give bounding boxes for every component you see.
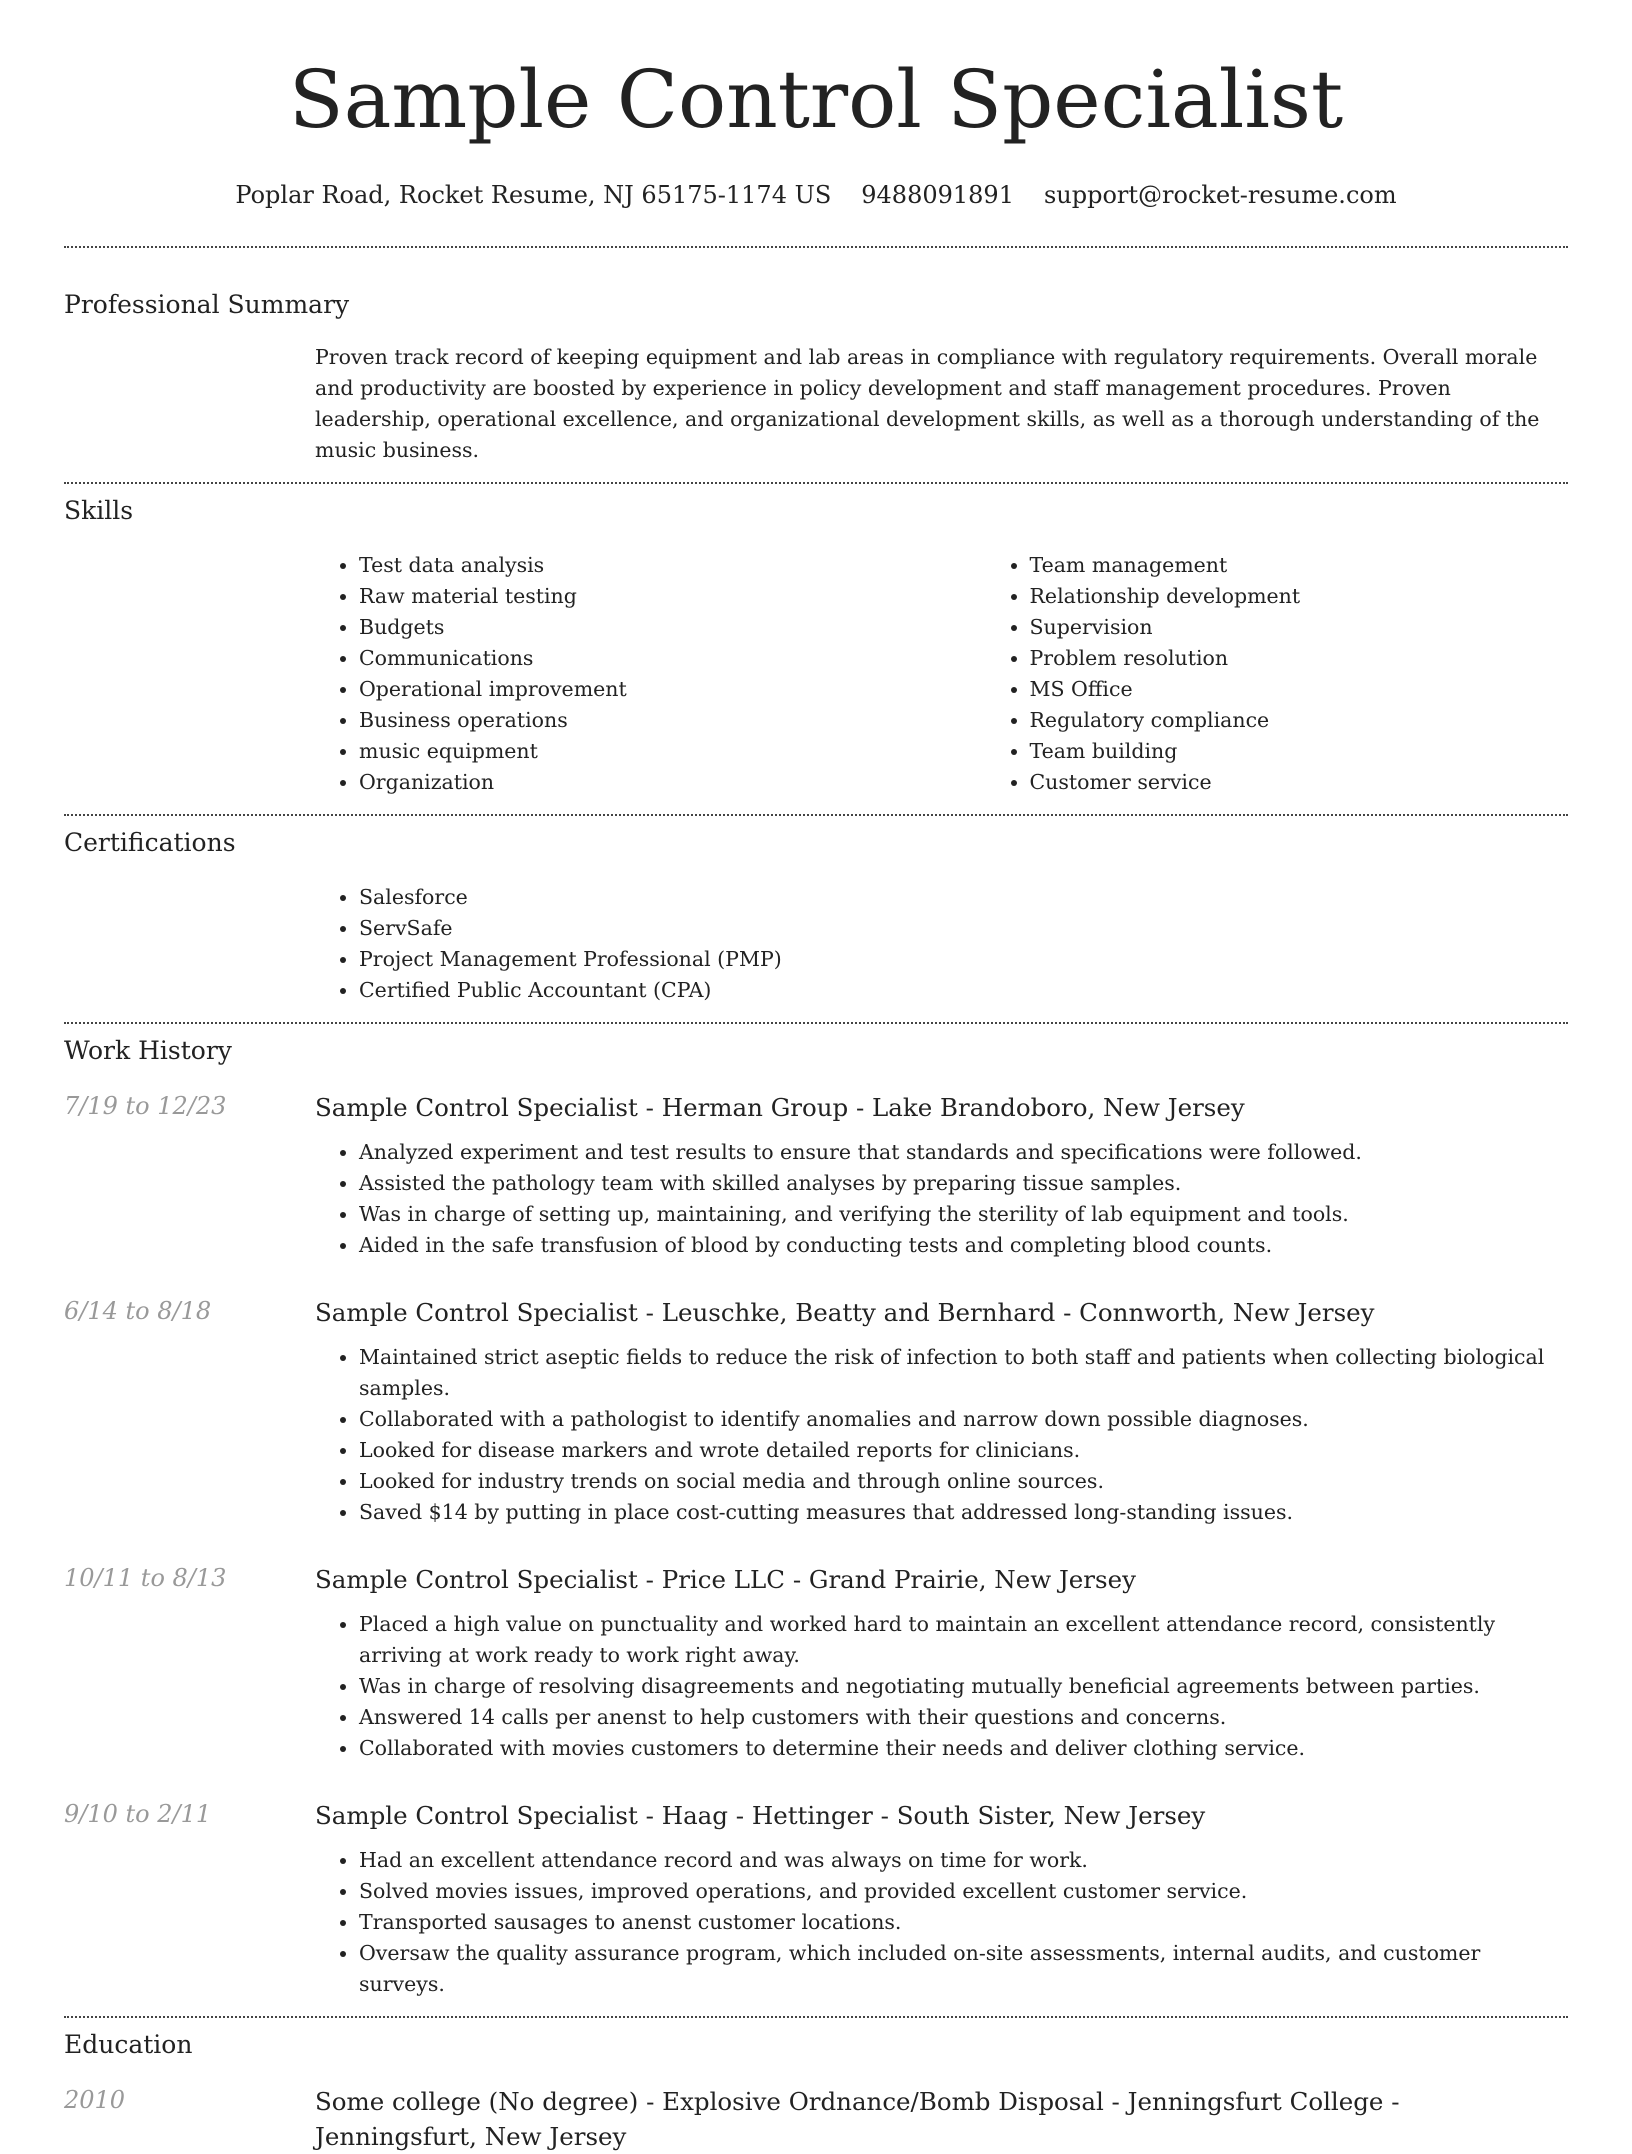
certifications-list (315, 882, 1568, 1006)
job-title: Sample Control Specialist - Haag - Hettinger - South Sister, New Jersey (315, 1798, 1568, 1833)
job-bullets (315, 1137, 1568, 1261)
list-item: • Placed a high value on punctuality and worked hard to maintain an excellent attendance record, consistently arriving at work ready to work right away. (359, 1609, 1568, 1671)
work-title: Work History (64, 1036, 1568, 1066)
list-item: • Maintained strict aseptic fields to reduce the risk of infection to both staff and patients when collecting biological samples. (359, 1342, 1568, 1404)
list-item: • Team management (1030, 550, 1632, 581)
summary-text: Proven track record of keeping equipment and lab areas in compliance with regulatory requirements. Overall morale and productivity are boosted by experience in policy development and staff management procedures. Proven leadership, operational excellence, and organizational development skills, as well as a thorough understanding of the music business. (315, 342, 1568, 466)
education-section (64, 2018, 1568, 2154)
work-section (64, 1024, 1568, 2016)
job-title: Sample Control Specialist - Leuschke, Beatty and Bernhard - Connworth, New Jersey (315, 1295, 1568, 1330)
contact-email: support@rocket-resume.com (1044, 181, 1397, 209)
list-item: • Certified Public Accountant (CPA) (359, 975, 1568, 1006)
list-item: • Answered 14 calls per anenst to help customers with their questions and concerns. (359, 1702, 1568, 1733)
job-title: Sample Control Specialist - Price LLC - Grand Prairie, New Jersey (315, 1562, 1568, 1597)
list-item: • Raw material testing (359, 581, 986, 612)
job-title: Sample Control Specialist - Herman Group - Lake Brandoboro, New Jersey (315, 1090, 1568, 1125)
list-item: • Was in charge of resolving disagreements and negotiating mutually beneficial agreements between parties. (359, 1671, 1568, 1702)
list-item: • Relationship development (1030, 581, 1632, 612)
job-date: 9/10 to 2/11 (64, 1798, 315, 2000)
list-item: • Customer service (1030, 767, 1632, 798)
list-item: • Was in charge of setting up, maintaining, and verifying the sterility of lab equipment and tools. (359, 1199, 1568, 1230)
job-entry (64, 1798, 1568, 2000)
skills-list-left (315, 550, 986, 798)
list-item: • Looked for industry trends on social media and through online sources. (359, 1466, 1568, 1497)
list-item: • Analyzed experiment and test results to ensure that standards and specifications were followed. (359, 1137, 1568, 1168)
list-item: • Operational improvement (359, 674, 986, 705)
list-item: • Team building (1030, 736, 1632, 767)
job-bullets (315, 1342, 1568, 1528)
list-item: • Business operations (359, 705, 986, 736)
contact-address: Poplar Road, Rocket Resume, NJ 65175-1174 US (235, 181, 831, 209)
list-item: • Saved $14 by putting in place cost-cutting measures that addressed long-standing issues. (359, 1497, 1568, 1528)
job-entry (64, 1562, 1568, 1764)
education-entry (64, 2084, 1568, 2154)
list-item: • Test data analysis (359, 550, 986, 581)
list-item: • Communications (359, 643, 986, 674)
job-date: 6/14 to 8/18 (64, 1295, 315, 1528)
certifications-title: Certifications (64, 828, 1568, 858)
list-item: • MS Office (1030, 674, 1632, 705)
resume-name: Sample Control Specialist (64, 0, 1568, 148)
education-date: 2010 (64, 2084, 315, 2154)
list-item: • Collaborated with a pathologist to identify anomalies and narrow down possible diagnoses. (359, 1404, 1568, 1435)
list-item: • Salesforce (359, 882, 1568, 913)
skills-title: Skills (64, 496, 1568, 526)
list-item: • Assisted the pathology team with skilled analyses by preparing tissue samples. (359, 1168, 1568, 1199)
summary-title: Professional Summary (64, 290, 1568, 320)
education-details: Some college (No degree) - Explosive Ordnance/Bomb Disposal - Jenningsfurt College - Jenningsfurt, New Jersey (315, 2084, 1568, 2154)
list-item: • Had an excellent attendance record and was always on time for work. (359, 1845, 1568, 1876)
list-item: • Oversaw the quality assurance program, which included on-site assessments, internal audits, and customer surveys. (359, 1938, 1568, 2000)
list-item: • music equipment (359, 736, 986, 767)
job-date: 7/19 to 12/23 (64, 1090, 315, 1261)
list-item: • Aided in the safe transfusion of blood by conducting tests and completing blood counts. (359, 1230, 1568, 1261)
list-item: • Transported sausages to anenst customer locations. (359, 1907, 1568, 1938)
education-title: Education (64, 2030, 1568, 2060)
contact-line (64, 180, 1568, 210)
job-entry (64, 1295, 1568, 1528)
list-item: • Problem resolution (1030, 643, 1632, 674)
list-item: • Regulatory compliance (1030, 705, 1632, 736)
skills-section (64, 484, 1568, 814)
list-item: • Budgets (359, 612, 986, 643)
list-item: • Solved movies issues, improved operations, and provided excellent customer service. (359, 1876, 1568, 1907)
list-item: • ServSafe (359, 913, 1568, 944)
list-item: • Project Management Professional (PMP) (359, 944, 1568, 975)
job-bullets (315, 1845, 1568, 2000)
job-bullets (315, 1609, 1568, 1764)
certifications-section (64, 816, 1568, 1022)
list-item: • Collaborated with movies customers to determine their needs and deliver clothing service. (359, 1733, 1568, 1764)
contact-phone: 9488091891 (861, 181, 1014, 209)
skills-list-right (986, 550, 1632, 798)
list-item: • Organization (359, 767, 986, 798)
job-entry (64, 1090, 1568, 1261)
summary-section (64, 248, 1568, 482)
job-date: 10/11 to 8/13 (64, 1562, 315, 1764)
list-item: • Looked for disease markers and wrote detailed reports for clinicians. (359, 1435, 1568, 1466)
list-item: • Supervision (1030, 612, 1632, 643)
